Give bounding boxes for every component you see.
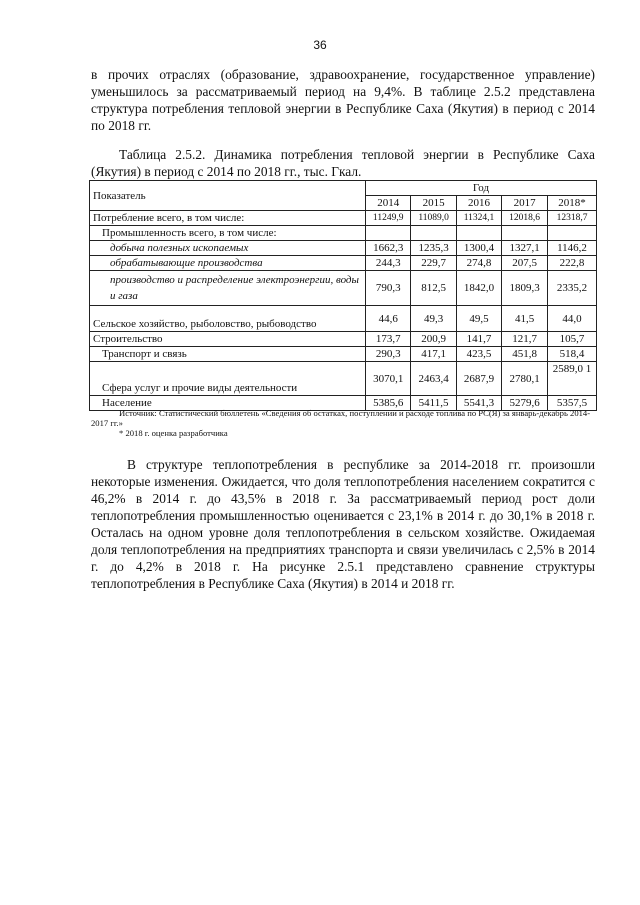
cell-value: 451,8 (502, 347, 548, 362)
cell-value: 518,4 (548, 347, 597, 362)
cell-value: 11089,0 (411, 211, 456, 226)
cell-value: 207,5 (502, 256, 548, 271)
cell-value (456, 226, 501, 241)
table-caption (91, 146, 595, 180)
cell-value: 274,8 (456, 256, 501, 271)
cell-value: 5541,3 (456, 396, 501, 411)
cell-value: 200,9 (411, 332, 456, 347)
page-number: 36 (313, 38, 327, 52)
table-row-transport (90, 347, 597, 362)
cell-value: 2335,2 (548, 271, 597, 306)
cell-value: 12318,7 (548, 211, 597, 226)
cell-value (548, 226, 597, 241)
body-paragraph: В структуре теплопотребления в республике за 2014-2018 гг. произошли некоторые изменения. Ожидается, что доля теплопотребления населением сократится с 46,2% в 2014 г. до 43,5% в 2018 г. За рассматриваемый период рост доли теплопотребления промышленностью оценивается с 23,1% в 2014 г. до 30,1% в 2018 г. Осталась на одном уровне доля теплопотребления в сельском хозяйстве. Ожидаемая доля теплопотребления на предприятиях транспорта и связи увеличилась с 2,5% в 2014 г. до 4,2% в 2018 г. На рисунке 2.5.1 представлено сравнение структуры теплопотребления в Республике Саха (Якутия) в 2014 и 2018 гг. (91, 457, 595, 591)
cell-value: 2687,9 (456, 362, 501, 396)
intro-paragraph: в прочих отраслях (образование, здравоохранение, государственное управление) уменьшилось за рассматриваемый период на 9,4%. В таблице 2.5.2 представлена структура потребления тепловой энергии в Республике Саха (Якутия) в период с 2014 по 2018 гг. (91, 67, 595, 133)
cell-value: 11324,1 (456, 211, 501, 226)
row-label: Транспорт и связь (90, 347, 366, 362)
cell-value: 41,5 (502, 306, 548, 332)
year-2017: 2017 (502, 196, 548, 211)
row-label: Сфера услуг и прочие виды деятельности (90, 362, 366, 396)
cell-value: 2780,1 (502, 362, 548, 396)
row-label: обрабатывающие производства (90, 256, 366, 271)
year-2018: 2018* (548, 196, 597, 211)
cell-value: 2589,0 1 (548, 362, 597, 396)
cell-value: 121,7 (502, 332, 548, 347)
cell-value (411, 226, 456, 241)
table-row-industry (90, 226, 597, 241)
cell-value: 222,8 (548, 256, 597, 271)
cell-value: 790,3 (366, 271, 411, 306)
year-2016: 2016 (456, 196, 501, 211)
table-row-mining (90, 241, 597, 256)
cell-value: 5411,5 (411, 396, 456, 411)
header-indicator: Показатель (90, 181, 366, 211)
row-label: Строительство (90, 332, 366, 347)
cell-value: 173,7 (366, 332, 411, 347)
cell-value: 5357,5 (548, 396, 597, 411)
cell-value: 5385,6 (366, 396, 411, 411)
table-notes (91, 408, 595, 438)
cell-value: 1662,3 (366, 241, 411, 256)
source-note: Источник: Статистический бюллетень «Сведения об остатках, поступлении и расходе топлива по РС(Я) за январь-декабрь 2014-2017 гг.» (91, 408, 591, 428)
cell-value: 11249,9 (366, 211, 411, 226)
cell-value: 105,7 (548, 332, 597, 347)
cell-value: 812,5 (411, 271, 456, 306)
table-header-row (90, 181, 597, 196)
cell-value: 1809,3 (502, 271, 548, 306)
cell-value: 1235,3 (411, 241, 456, 256)
row-label: Потребление всего, в том числе: (90, 211, 366, 226)
cell-value (366, 226, 411, 241)
cell-value: 3070,1 (366, 362, 411, 396)
cell-value: 2463,4 (411, 362, 456, 396)
cell-value: 44,0 (548, 306, 597, 332)
cell-value: 244,3 (366, 256, 411, 271)
table-row-services (90, 362, 597, 396)
table-row-agriculture (90, 306, 597, 332)
row-label: Население (90, 396, 366, 411)
consumption-table (89, 180, 597, 411)
cell-value: 1300,4 (456, 241, 501, 256)
cell-value: 44,6 (366, 306, 411, 332)
cell-value: 12018,6 (502, 211, 548, 226)
row-label: Сельское хозяйство, рыболовство, рыбоводство (90, 306, 366, 332)
table-row-construction (90, 332, 597, 347)
cell-value: 5279,6 (502, 396, 548, 411)
year-2015: 2015 (411, 196, 456, 211)
header-year: Год (366, 181, 597, 196)
cell-value: 141,7 (456, 332, 501, 347)
table-caption-text: Таблица 2.5.2. Динамика потребления тепловой энергии в Республике Саха (Якутия) в период с 2014 по 2018 гг., тыс. Гкал. (91, 147, 595, 179)
table-row-manufacturing (90, 256, 597, 271)
cell-value: 1327,1 (502, 241, 548, 256)
cell-value (502, 226, 548, 241)
cell-value: 49,3 (411, 306, 456, 332)
cell-value: 417,1 (411, 347, 456, 362)
cell-value: 49,5 (456, 306, 501, 332)
cell-value: 1842,0 (456, 271, 501, 306)
estimate-note: * 2018 г. оценка разработчика (119, 428, 228, 438)
row-label: добыча полезных ископаемых (90, 241, 366, 256)
table-row-utilities (90, 271, 597, 306)
table-row-total (90, 211, 597, 226)
year-2014: 2014 (366, 196, 411, 211)
cell-value: 423,5 (456, 347, 501, 362)
cell-value: 229,7 (411, 256, 456, 271)
row-label: Промышленность всего, в том числе: (90, 226, 366, 241)
row-label: производство и распределение электроэнергии, воды и газа (90, 271, 366, 306)
cell-value: 290,3 (366, 347, 411, 362)
cell-value: 1146,2 (548, 241, 597, 256)
